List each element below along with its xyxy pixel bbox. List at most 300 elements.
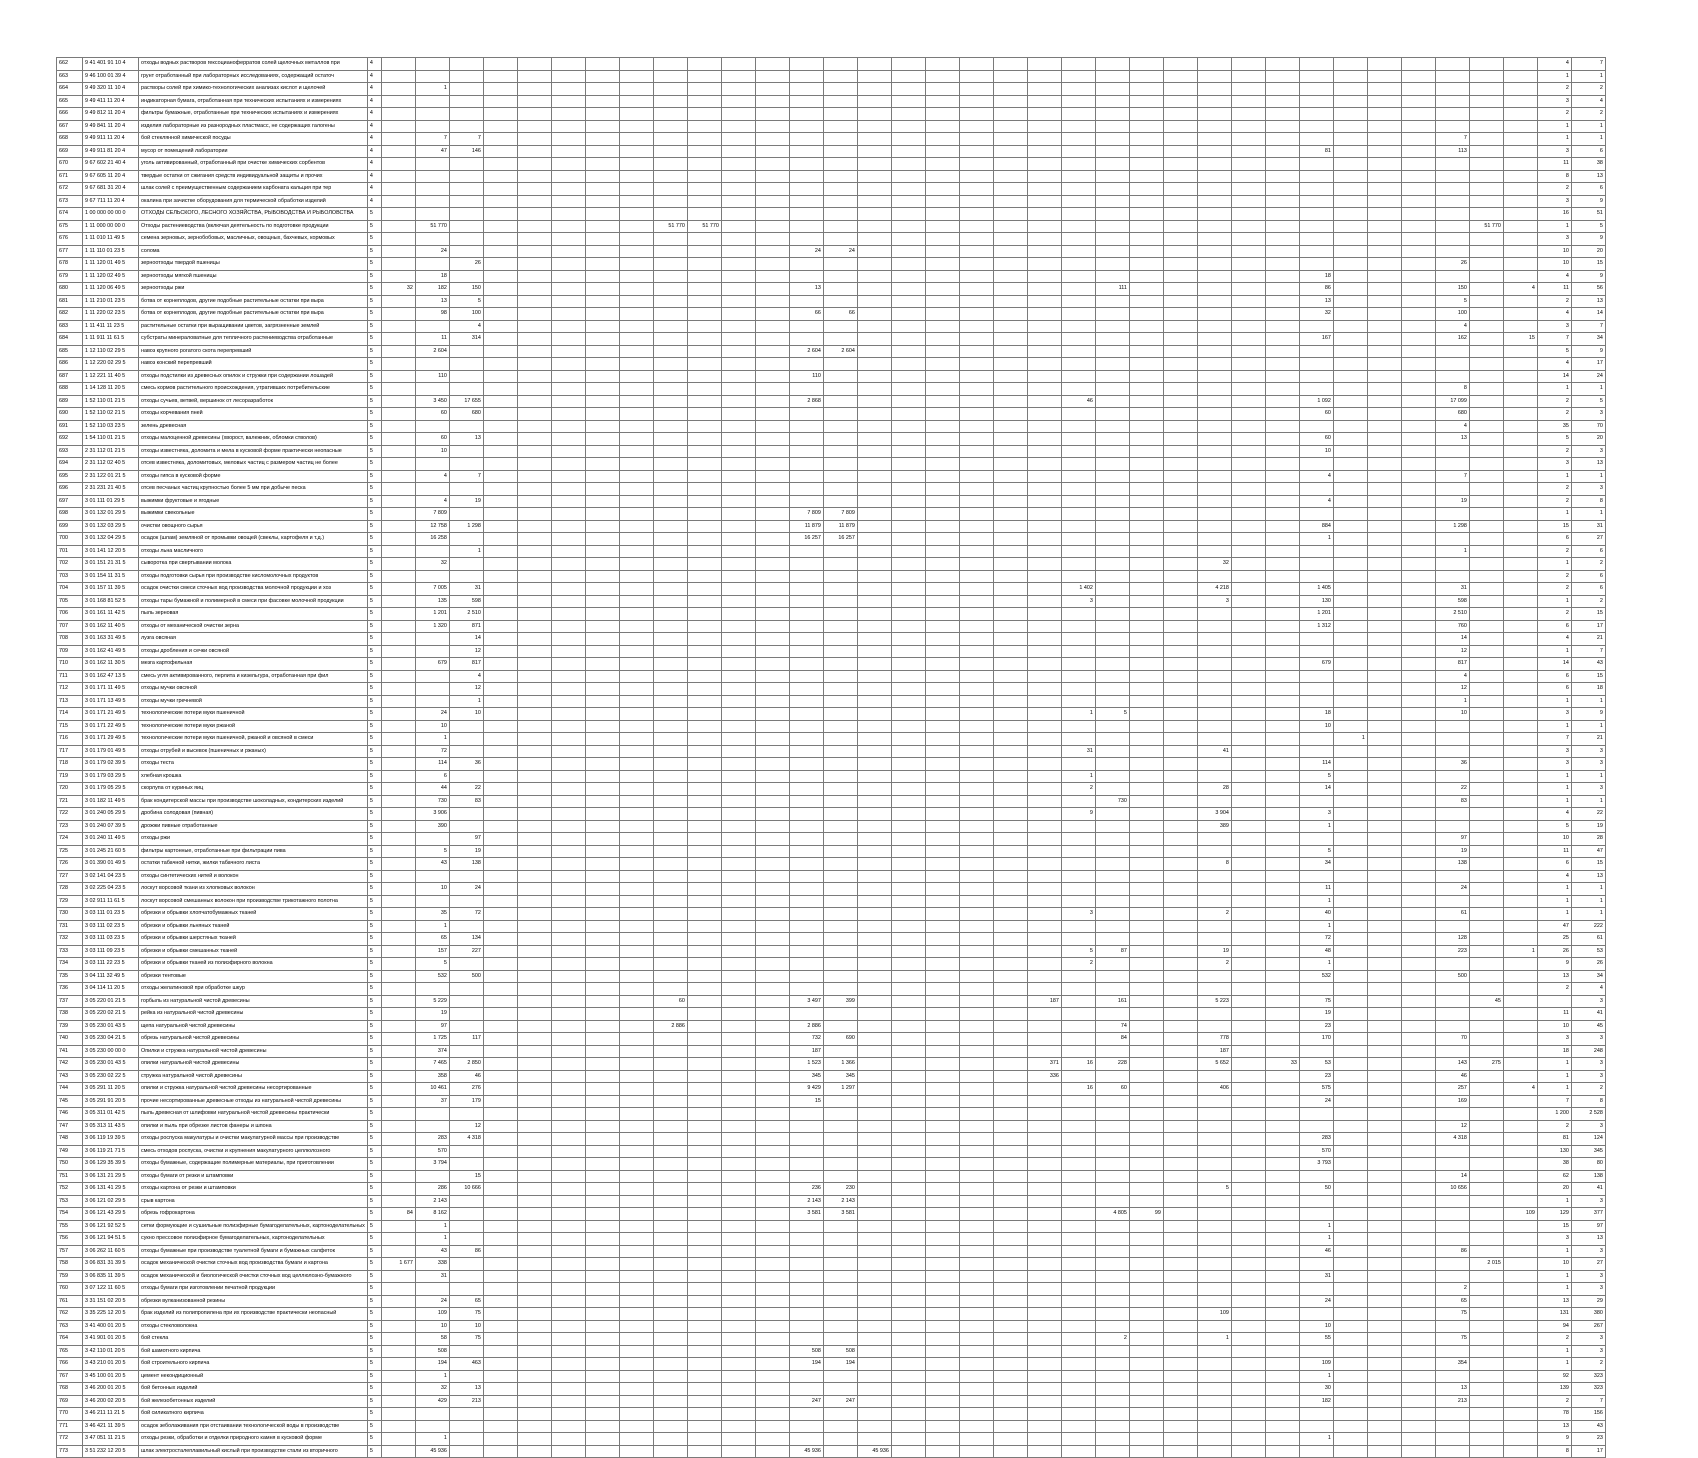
- value-cell[interactable]: [1163, 1295, 1197, 1308]
- value-cell[interactable]: [959, 558, 993, 571]
- value-cell[interactable]: [619, 1195, 653, 1208]
- value-cell[interactable]: 13: [415, 295, 449, 308]
- value-cell[interactable]: [1027, 945, 1061, 958]
- value-cell[interactable]: [687, 1333, 721, 1346]
- value-cell[interactable]: [1469, 658, 1503, 671]
- value-cell[interactable]: [687, 845, 721, 858]
- value-cell[interactable]: 730: [415, 795, 449, 808]
- value-cell[interactable]: [1367, 895, 1401, 908]
- value-cell[interactable]: 598: [1435, 595, 1469, 608]
- value-cell[interactable]: [687, 308, 721, 321]
- value-cell[interactable]: [1231, 645, 1265, 658]
- value-cell[interactable]: [653, 1283, 687, 1296]
- value-cell[interactable]: [1061, 1008, 1095, 1021]
- value-cell[interactable]: [823, 358, 857, 371]
- value-cell[interactable]: [1401, 1283, 1435, 1296]
- value-cell[interactable]: 41: [1571, 1008, 1605, 1021]
- fkko-code-cell[interactable]: 3 35 225 12 20 5: [83, 1308, 139, 1321]
- value-cell[interactable]: [789, 1120, 823, 1133]
- waste-name-cell[interactable]: отходы бумажные, содержащие полимерные материалы, при приготовлении: [139, 1158, 368, 1171]
- value-cell[interactable]: [1265, 58, 1299, 71]
- value-cell[interactable]: [619, 220, 653, 233]
- value-cell[interactable]: [1367, 858, 1401, 871]
- value-cell[interactable]: 1: [1299, 1370, 1333, 1383]
- value-cell[interactable]: [1367, 758, 1401, 771]
- value-cell[interactable]: [1265, 1183, 1299, 1196]
- row-number-cell[interactable]: 758: [57, 1258, 83, 1271]
- hazard-class-cell[interactable]: 5: [367, 645, 381, 658]
- row-number-cell[interactable]: 725: [57, 845, 83, 858]
- value-cell[interactable]: [1095, 658, 1129, 671]
- value-cell[interactable]: 2: [1571, 595, 1605, 608]
- value-cell[interactable]: [1299, 158, 1333, 171]
- value-cell[interactable]: [1061, 858, 1095, 871]
- value-cell[interactable]: [1231, 333, 1265, 346]
- value-cell[interactable]: [551, 808, 585, 821]
- value-cell[interactable]: [517, 883, 551, 896]
- value-cell[interactable]: [1333, 858, 1367, 871]
- value-cell[interactable]: [1333, 958, 1367, 971]
- value-cell[interactable]: [551, 283, 585, 296]
- value-cell[interactable]: [823, 495, 857, 508]
- value-cell[interactable]: 24: [1299, 1295, 1333, 1308]
- value-cell[interactable]: [755, 1445, 789, 1458]
- value-cell[interactable]: 7: [1571, 645, 1605, 658]
- value-cell[interactable]: [1027, 708, 1061, 721]
- value-cell[interactable]: [381, 1120, 415, 1133]
- value-cell[interactable]: [1095, 1370, 1129, 1383]
- value-cell[interactable]: [1265, 1020, 1299, 1033]
- value-cell[interactable]: [1231, 195, 1265, 208]
- value-cell[interactable]: [483, 483, 517, 496]
- value-cell[interactable]: [381, 233, 415, 246]
- value-cell[interactable]: [1163, 858, 1197, 871]
- value-cell[interactable]: [1401, 845, 1435, 858]
- value-cell[interactable]: [993, 933, 1027, 946]
- value-cell[interactable]: [1095, 245, 1129, 258]
- value-cell[interactable]: [823, 270, 857, 283]
- value-cell[interactable]: [381, 583, 415, 596]
- value-cell[interactable]: [1197, 1220, 1231, 1233]
- value-cell[interactable]: [823, 908, 857, 921]
- value-cell[interactable]: [687, 1270, 721, 1283]
- row-number-cell[interactable]: 668: [57, 133, 83, 146]
- value-cell[interactable]: [449, 1408, 483, 1421]
- value-cell[interactable]: [449, 245, 483, 258]
- value-cell[interactable]: [1129, 58, 1163, 71]
- value-cell[interactable]: [1265, 670, 1299, 683]
- value-cell[interactable]: 65: [1435, 1295, 1469, 1308]
- value-cell[interactable]: [381, 320, 415, 333]
- value-cell[interactable]: [1027, 95, 1061, 108]
- value-cell[interactable]: [1129, 220, 1163, 233]
- value-cell[interactable]: [1333, 633, 1367, 646]
- value-cell[interactable]: [993, 270, 1027, 283]
- value-cell[interactable]: [585, 1070, 619, 1083]
- hazard-class-cell[interactable]: 5: [367, 1233, 381, 1246]
- value-cell[interactable]: [857, 95, 891, 108]
- value-cell[interactable]: 97: [1571, 1220, 1605, 1233]
- value-cell[interactable]: [755, 358, 789, 371]
- fkko-code-cell[interactable]: 1 12 110 02 29 5: [83, 345, 139, 358]
- value-cell[interactable]: 2 886: [789, 1020, 823, 1033]
- value-cell[interactable]: [789, 1145, 823, 1158]
- value-cell[interactable]: [925, 1195, 959, 1208]
- value-cell[interactable]: [1503, 383, 1537, 396]
- value-cell[interactable]: [789, 933, 823, 946]
- value-cell[interactable]: 60: [1299, 408, 1333, 421]
- fkko-code-cell[interactable]: 3 31 151 02 20 5: [83, 1295, 139, 1308]
- value-cell[interactable]: [789, 170, 823, 183]
- value-cell[interactable]: [1163, 1208, 1197, 1221]
- value-cell[interactable]: [755, 1345, 789, 1358]
- value-cell[interactable]: [1401, 820, 1435, 833]
- value-cell[interactable]: [1231, 1320, 1265, 1333]
- waste-name-cell[interactable]: отходы роспуска макулатуры и очистки макулатурной массы при производстве: [139, 1133, 368, 1146]
- value-cell[interactable]: 13: [1299, 295, 1333, 308]
- value-cell[interactable]: [1163, 1183, 1197, 1196]
- value-cell[interactable]: 3: [1299, 808, 1333, 821]
- value-cell[interactable]: [857, 745, 891, 758]
- value-cell[interactable]: 3 581: [823, 1208, 857, 1221]
- value-cell[interactable]: [585, 933, 619, 946]
- value-cell[interactable]: [1333, 445, 1367, 458]
- value-cell[interactable]: [1503, 420, 1537, 433]
- waste-name-cell[interactable]: изделия лабораторные из разнородных пластмасс, не содержащих галогены: [139, 120, 368, 133]
- value-cell[interactable]: [1197, 358, 1231, 371]
- value-cell[interactable]: [925, 1233, 959, 1246]
- value-cell[interactable]: 8: [1571, 495, 1605, 508]
- value-cell[interactable]: [755, 320, 789, 333]
- value-cell[interactable]: [1401, 420, 1435, 433]
- value-cell[interactable]: [1129, 633, 1163, 646]
- row-number-cell[interactable]: 741: [57, 1045, 83, 1058]
- value-cell[interactable]: [1163, 708, 1197, 721]
- value-cell[interactable]: [1265, 195, 1299, 208]
- value-cell[interactable]: [1367, 1158, 1401, 1171]
- value-cell[interactable]: [1265, 333, 1299, 346]
- row-number-cell[interactable]: 706: [57, 608, 83, 621]
- value-cell[interactable]: [687, 1420, 721, 1433]
- value-cell[interactable]: [1503, 1070, 1537, 1083]
- value-cell[interactable]: [381, 1320, 415, 1333]
- value-cell[interactable]: 4: [1537, 270, 1571, 283]
- value-cell[interactable]: [1401, 145, 1435, 158]
- value-cell[interactable]: [653, 595, 687, 608]
- value-cell[interactable]: 17 655: [449, 395, 483, 408]
- row-number-cell[interactable]: 711: [57, 670, 83, 683]
- value-cell[interactable]: [1469, 370, 1503, 383]
- value-cell[interactable]: [1503, 1020, 1537, 1033]
- value-cell[interactable]: [1129, 945, 1163, 958]
- value-cell[interactable]: [1333, 408, 1367, 421]
- value-cell[interactable]: [1469, 1345, 1503, 1358]
- row-number-cell[interactable]: 707: [57, 620, 83, 633]
- value-cell[interactable]: [483, 1358, 517, 1371]
- value-cell[interactable]: 60: [1095, 1083, 1129, 1096]
- value-cell[interactable]: [857, 958, 891, 971]
- value-cell[interactable]: [551, 233, 585, 246]
- value-cell[interactable]: [1367, 558, 1401, 571]
- value-cell[interactable]: [823, 1370, 857, 1383]
- value-cell[interactable]: [1095, 1195, 1129, 1208]
- value-cell[interactable]: 2 143: [789, 1195, 823, 1208]
- value-cell[interactable]: 532: [415, 970, 449, 983]
- value-cell[interactable]: [959, 795, 993, 808]
- value-cell[interactable]: 60: [1299, 433, 1333, 446]
- fkko-code-cell[interactable]: 9 67 602 21 40 4: [83, 158, 139, 171]
- value-cell[interactable]: [823, 458, 857, 471]
- waste-name-cell[interactable]: брак кондитерской массы при производстве шоколадных, кондитерских изделий: [139, 795, 368, 808]
- waste-name-cell[interactable]: сетки формующие и сушильные полиэфирные бумагоделательных, картоноделательных: [139, 1220, 368, 1233]
- value-cell[interactable]: [585, 495, 619, 508]
- value-cell[interactable]: [1095, 1308, 1129, 1321]
- value-cell[interactable]: [1333, 495, 1367, 508]
- value-cell[interactable]: [1231, 595, 1265, 608]
- value-cell[interactable]: 1: [1571, 720, 1605, 733]
- value-cell[interactable]: [1163, 1095, 1197, 1108]
- value-cell[interactable]: [1129, 1058, 1163, 1071]
- value-cell[interactable]: [483, 1283, 517, 1296]
- fkko-code-cell[interactable]: 3 46 211 11 21 5: [83, 1408, 139, 1421]
- value-cell[interactable]: [1061, 108, 1095, 121]
- value-cell[interactable]: [1231, 470, 1265, 483]
- value-cell[interactable]: [551, 270, 585, 283]
- value-cell[interactable]: [1129, 1370, 1163, 1383]
- value-cell[interactable]: [789, 795, 823, 808]
- value-cell[interactable]: [687, 1320, 721, 1333]
- value-cell[interactable]: [517, 183, 551, 196]
- value-cell[interactable]: 5: [415, 845, 449, 858]
- value-cell[interactable]: [585, 1408, 619, 1421]
- value-cell[interactable]: [1265, 183, 1299, 196]
- value-cell[interactable]: [517, 1195, 551, 1208]
- value-cell[interactable]: [1333, 1145, 1367, 1158]
- value-cell[interactable]: [925, 1120, 959, 1133]
- value-cell[interactable]: [891, 683, 925, 696]
- row-number-cell[interactable]: 683: [57, 320, 83, 333]
- value-cell[interactable]: [755, 270, 789, 283]
- value-cell[interactable]: [483, 1320, 517, 1333]
- value-cell[interactable]: 78: [1537, 1408, 1571, 1421]
- value-cell[interactable]: [1367, 1308, 1401, 1321]
- value-cell[interactable]: [687, 1358, 721, 1371]
- value-cell[interactable]: [1435, 808, 1469, 821]
- value-cell[interactable]: [857, 295, 891, 308]
- value-cell[interactable]: [755, 208, 789, 221]
- value-cell[interactable]: 24: [1435, 883, 1469, 896]
- value-cell[interactable]: [789, 1133, 823, 1146]
- value-cell[interactable]: [1367, 133, 1401, 146]
- value-cell[interactable]: [1265, 1170, 1299, 1183]
- value-cell[interactable]: [789, 458, 823, 471]
- value-cell[interactable]: [755, 95, 789, 108]
- value-cell[interactable]: [1129, 858, 1163, 871]
- value-cell[interactable]: [1197, 70, 1231, 83]
- row-number-cell[interactable]: 685: [57, 345, 83, 358]
- value-cell[interactable]: [925, 1420, 959, 1433]
- value-cell[interactable]: 19: [449, 495, 483, 508]
- value-cell[interactable]: [1095, 1170, 1129, 1183]
- hazard-class-cell[interactable]: 5: [367, 995, 381, 1008]
- value-cell[interactable]: [959, 70, 993, 83]
- value-cell[interactable]: [959, 208, 993, 221]
- value-cell[interactable]: [687, 1095, 721, 1108]
- value-cell[interactable]: [1197, 1245, 1231, 1258]
- value-cell[interactable]: [925, 1320, 959, 1333]
- value-cell[interactable]: [891, 1158, 925, 1171]
- value-cell[interactable]: [551, 720, 585, 733]
- value-cell[interactable]: [517, 845, 551, 858]
- value-cell[interactable]: [1095, 758, 1129, 771]
- value-cell[interactable]: [1401, 295, 1435, 308]
- value-cell[interactable]: [1129, 745, 1163, 758]
- value-cell[interactable]: [1401, 1245, 1435, 1258]
- value-cell[interactable]: [1231, 658, 1265, 671]
- value-cell[interactable]: [857, 620, 891, 633]
- row-number-cell[interactable]: 734: [57, 958, 83, 971]
- value-cell[interactable]: [1333, 1433, 1367, 1446]
- hazard-class-cell[interactable]: 5: [367, 233, 381, 246]
- waste-name-cell[interactable]: бой железобетонных изделий: [139, 1395, 368, 1408]
- value-cell[interactable]: [857, 58, 891, 71]
- value-cell[interactable]: [551, 158, 585, 171]
- value-cell[interactable]: [959, 933, 993, 946]
- value-cell[interactable]: [789, 633, 823, 646]
- value-cell[interactable]: [1503, 833, 1537, 846]
- value-cell[interactable]: [959, 233, 993, 246]
- value-cell[interactable]: [619, 1045, 653, 1058]
- value-cell[interactable]: [517, 1258, 551, 1271]
- value-cell[interactable]: [993, 283, 1027, 296]
- value-cell[interactable]: [585, 1183, 619, 1196]
- value-cell[interactable]: [653, 383, 687, 396]
- row-number-cell[interactable]: 692: [57, 433, 83, 446]
- value-cell[interactable]: [789, 645, 823, 658]
- value-cell[interactable]: [517, 570, 551, 583]
- value-cell[interactable]: [857, 170, 891, 183]
- value-cell[interactable]: [823, 770, 857, 783]
- value-cell[interactable]: [1163, 1158, 1197, 1171]
- value-cell[interactable]: [1469, 583, 1503, 596]
- value-cell[interactable]: [585, 795, 619, 808]
- value-cell[interactable]: [925, 1020, 959, 1033]
- value-cell[interactable]: [1503, 1408, 1537, 1421]
- value-cell[interactable]: [959, 1008, 993, 1021]
- value-cell[interactable]: [721, 1220, 755, 1233]
- value-cell[interactable]: [1197, 258, 1231, 271]
- value-cell[interactable]: [1367, 283, 1401, 296]
- value-cell[interactable]: [823, 895, 857, 908]
- value-cell[interactable]: [1231, 1395, 1265, 1408]
- value-cell[interactable]: [653, 945, 687, 958]
- value-cell[interactable]: [1027, 145, 1061, 158]
- waste-name-cell[interactable]: отходы картона от резки и штамповки: [139, 1183, 368, 1196]
- value-cell[interactable]: [1061, 433, 1095, 446]
- value-cell[interactable]: 17 099: [1435, 395, 1469, 408]
- value-cell[interactable]: [483, 870, 517, 883]
- value-cell[interactable]: [483, 883, 517, 896]
- value-cell[interactable]: [1469, 1183, 1503, 1196]
- value-cell[interactable]: [449, 270, 483, 283]
- value-cell[interactable]: 4 218: [1197, 583, 1231, 596]
- value-cell[interactable]: [1129, 258, 1163, 271]
- value-cell[interactable]: [483, 908, 517, 921]
- value-cell[interactable]: [1129, 758, 1163, 771]
- value-cell[interactable]: [415, 545, 449, 558]
- value-cell[interactable]: [381, 1133, 415, 1146]
- value-cell[interactable]: [1333, 570, 1367, 583]
- value-cell[interactable]: [925, 120, 959, 133]
- value-cell[interactable]: [687, 358, 721, 371]
- fkko-code-cell[interactable]: 3 06 121 43 29 5: [83, 1208, 139, 1221]
- value-cell[interactable]: [1129, 870, 1163, 883]
- value-cell[interactable]: [1503, 233, 1537, 246]
- value-cell[interactable]: [1095, 170, 1129, 183]
- value-cell[interactable]: [619, 345, 653, 358]
- value-cell[interactable]: [449, 358, 483, 371]
- value-cell[interactable]: [1095, 220, 1129, 233]
- value-cell[interactable]: [993, 395, 1027, 408]
- value-cell[interactable]: [1265, 1158, 1299, 1171]
- value-cell[interactable]: [959, 683, 993, 696]
- value-cell[interactable]: [381, 608, 415, 621]
- value-cell[interactable]: [1163, 758, 1197, 771]
- value-cell[interactable]: 7: [415, 133, 449, 146]
- value-cell[interactable]: [585, 1383, 619, 1396]
- value-cell[interactable]: [993, 683, 1027, 696]
- value-cell[interactable]: [925, 708, 959, 721]
- value-cell[interactable]: [483, 1208, 517, 1221]
- value-cell[interactable]: 2: [1537, 1333, 1571, 1346]
- value-cell[interactable]: [1027, 283, 1061, 296]
- value-cell[interactable]: [755, 1220, 789, 1233]
- value-cell[interactable]: [993, 133, 1027, 146]
- value-cell[interactable]: 222: [1571, 920, 1605, 933]
- row-number-cell[interactable]: 714: [57, 708, 83, 721]
- value-cell[interactable]: [1503, 770, 1537, 783]
- value-cell[interactable]: [1197, 733, 1231, 746]
- value-cell[interactable]: [789, 708, 823, 721]
- value-cell[interactable]: [517, 720, 551, 733]
- value-cell[interactable]: [449, 70, 483, 83]
- waste-name-cell[interactable]: мезга картофельная: [139, 658, 368, 671]
- value-cell[interactable]: [1231, 1420, 1265, 1433]
- value-cell[interactable]: [381, 995, 415, 1008]
- value-cell[interactable]: [1367, 95, 1401, 108]
- hazard-class-cell[interactable]: 5: [367, 1358, 381, 1371]
- value-cell[interactable]: [1095, 333, 1129, 346]
- value-cell[interactable]: [415, 645, 449, 658]
- value-cell[interactable]: [993, 1433, 1027, 1446]
- hazard-class-cell[interactable]: 4: [367, 195, 381, 208]
- value-cell[interactable]: [1129, 170, 1163, 183]
- hazard-class-cell[interactable]: 5: [367, 1145, 381, 1158]
- value-cell[interactable]: [1265, 720, 1299, 733]
- value-cell[interactable]: [687, 920, 721, 933]
- value-cell[interactable]: [1197, 158, 1231, 171]
- value-cell[interactable]: [925, 895, 959, 908]
- value-cell[interactable]: [891, 1308, 925, 1321]
- value-cell[interactable]: [1503, 633, 1537, 646]
- value-cell[interactable]: [1163, 1133, 1197, 1146]
- value-cell[interactable]: [857, 1095, 891, 1108]
- value-cell[interactable]: [1333, 1420, 1367, 1433]
- waste-name-cell[interactable]: отходы от механической очистки зерна: [139, 620, 368, 633]
- value-cell[interactable]: [1367, 333, 1401, 346]
- value-cell[interactable]: 2: [1537, 1120, 1571, 1133]
- row-number-cell[interactable]: 738: [57, 1008, 83, 1021]
